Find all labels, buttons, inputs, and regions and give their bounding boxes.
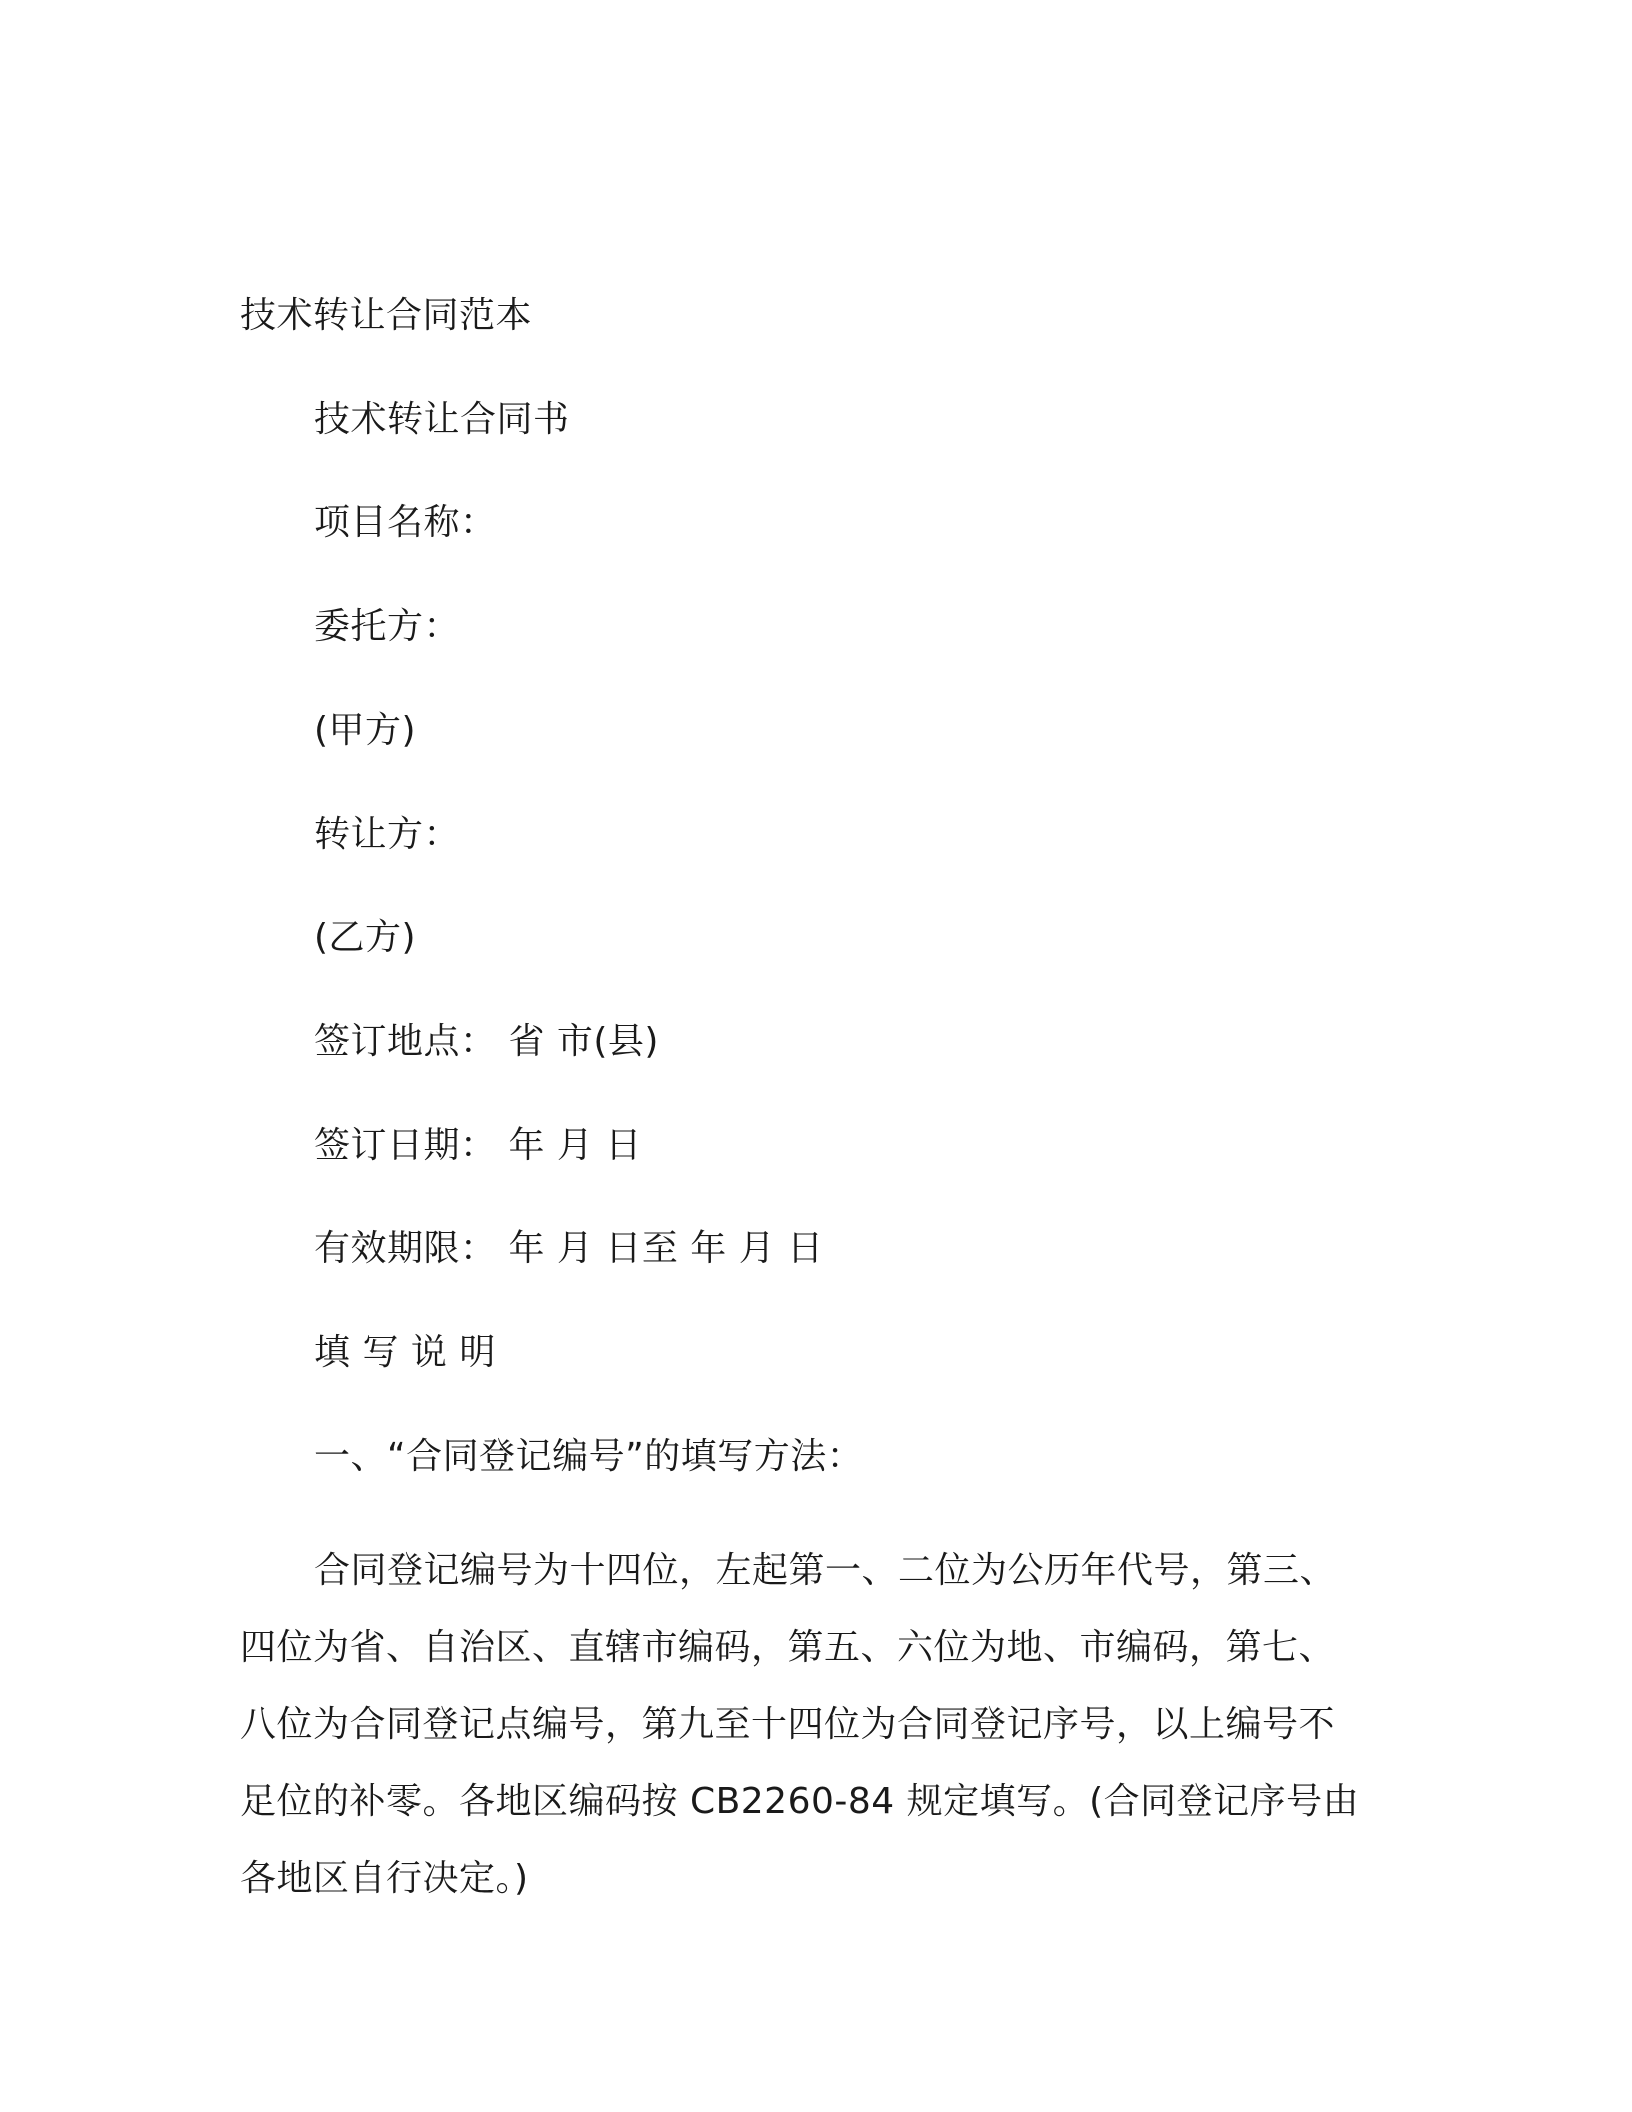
contract-subtitle: 技术转让合同书 [314, 399, 570, 440]
field-validity-period: 有效期限： 年 月 日至 年 月 日 [314, 1228, 824, 1269]
field-client: 委托方： [314, 606, 461, 647]
field-party-a: (甲方) [314, 710, 417, 751]
document-title: 技术转让合同范本 [240, 295, 533, 336]
field-signing-place: 签订地点： 省 市(县) [314, 1021, 659, 1062]
section-one-body: 合同登记编号为十四位，左起第一、二位为公历年代号，第三、四位为省、自治区、直辖市编码，第五、六位为地、市编码，第七、八位为合同登记点编号，第九至十四位为合同登记序号，以上编号不足位的补零。各地区编码按 CB2260-84 规定填写。(合同登记序号由各地区自行决定。) [240, 1550, 1360, 1899]
field-signing-date: 签订日期： 年 月 日 [314, 1125, 642, 1166]
field-party-b: (乙方) [314, 917, 417, 958]
section-one-heading: 一、“合同登记编号”的填写方法： [314, 1436, 864, 1477]
field-project-name: 项目名称： [314, 502, 497, 543]
instructions-heading: 填 写 说 明 [314, 1332, 496, 1373]
field-transferor: 转让方： [314, 814, 461, 855]
